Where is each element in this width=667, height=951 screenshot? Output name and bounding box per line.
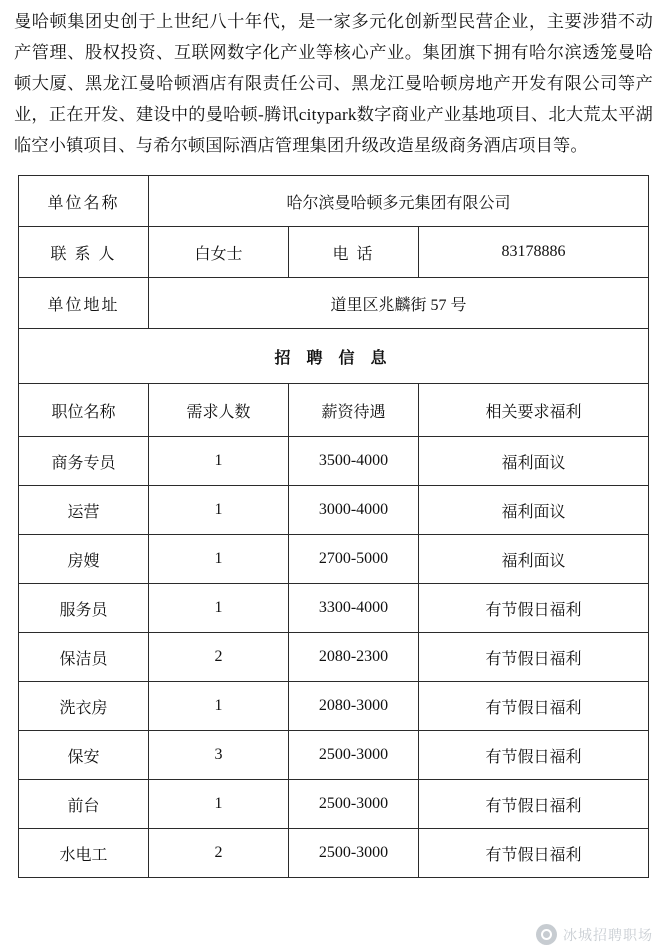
cell-benefit: 有节假日福利 [419,731,649,780]
table-row [19,731,649,780]
column-header-count: 需求人数 [149,384,289,437]
table-row [19,780,649,829]
recruit-section-title: 招 聘 信 息 [19,329,649,384]
cell-salary: 2500-3000 [289,780,419,829]
table-row [19,829,649,878]
cell-count: 1 [149,437,289,486]
cell-position: 洗衣房 [19,682,149,731]
cell-benefit: 有节假日福利 [419,633,649,682]
cell-benefit: 有节假日福利 [419,682,649,731]
cell-salary: 2080-2300 [289,633,419,682]
phone-value: 83178886 [419,227,649,278]
cell-position: 商务专员 [19,437,149,486]
table-row-section-title [19,329,649,384]
cell-count: 3 [149,731,289,780]
table-row [19,535,649,584]
cell-salary: 3500-4000 [289,437,419,486]
table-row [19,682,649,731]
table-row [19,584,649,633]
address-label: 单位地址 [19,278,149,329]
cell-benefit: 有节假日福利 [419,829,649,878]
cell-salary: 3300-4000 [289,584,419,633]
watermark [536,924,653,945]
contact-label: 联 系 人 [19,227,149,278]
cell-count: 2 [149,829,289,878]
company-recruitment-table [18,175,649,878]
cell-position: 保安 [19,731,149,780]
cell-benefit: 有节假日福利 [419,780,649,829]
cell-position: 运营 [19,486,149,535]
circle-logo-icon [536,924,557,945]
company-value: 哈尔滨曼哈顿多元集团有限公司 [149,176,649,227]
column-header-position: 职位名称 [19,384,149,437]
table-row-address [19,278,649,329]
cell-position: 保洁员 [19,633,149,682]
phone-label: 电 话 [289,227,419,278]
cell-salary: 2700-5000 [289,535,419,584]
watermark-label: 冰城招聘职场 [563,926,653,943]
table-row-column-headers [19,384,649,437]
cell-count: 1 [149,584,289,633]
cell-count: 2 [149,633,289,682]
table-row [19,633,649,682]
cell-salary: 2500-3000 [289,731,419,780]
contact-value: 白女士 [149,227,289,278]
cell-salary: 2500-3000 [289,829,419,878]
cell-position: 服务员 [19,584,149,633]
cell-benefit: 福利面议 [419,535,649,584]
cell-count: 1 [149,535,289,584]
company-label: 单位名称 [19,176,149,227]
cell-position: 前台 [19,780,149,829]
address-value: 道里区兆麟街 57 号 [149,278,649,329]
cell-salary: 3000-4000 [289,486,419,535]
cell-salary: 2080-3000 [289,682,419,731]
column-header-salary: 薪资待遇 [289,384,419,437]
table-row-company [19,176,649,227]
cell-position: 房嫂 [19,535,149,584]
cell-count: 1 [149,486,289,535]
intro-paragraph: 曼哈顿集团史创于上世纪八十年代，是一家多元化创新型民营企业，主要涉猎不动产管理、股权投资、互联网数字化产业等核心产业。集团旗下拥有哈尔滨透笼曼哈顿大厦、黑龙江曼哈顿酒店有限责任公司、黑龙江曼哈顿房地产开发有限公司等产业，正在开发、建设中的曼哈顿-腾讯citypark数字商业产业基地项目、北大荒太平湖临空小镇项目、与希尔顿国际酒店管理集团升级改造星级商务酒店项目等。 [14,12,653,155]
table-row-contact [19,227,649,278]
cell-position: 水电工 [19,829,149,878]
cell-count: 1 [149,780,289,829]
column-header-benefit: 相关要求福利 [419,384,649,437]
cell-count: 1 [149,682,289,731]
cell-benefit: 福利面议 [419,486,649,535]
cell-benefit: 有节假日福利 [419,584,649,633]
cell-benefit: 福利面议 [419,437,649,486]
table-row [19,437,649,486]
table-row [19,486,649,535]
